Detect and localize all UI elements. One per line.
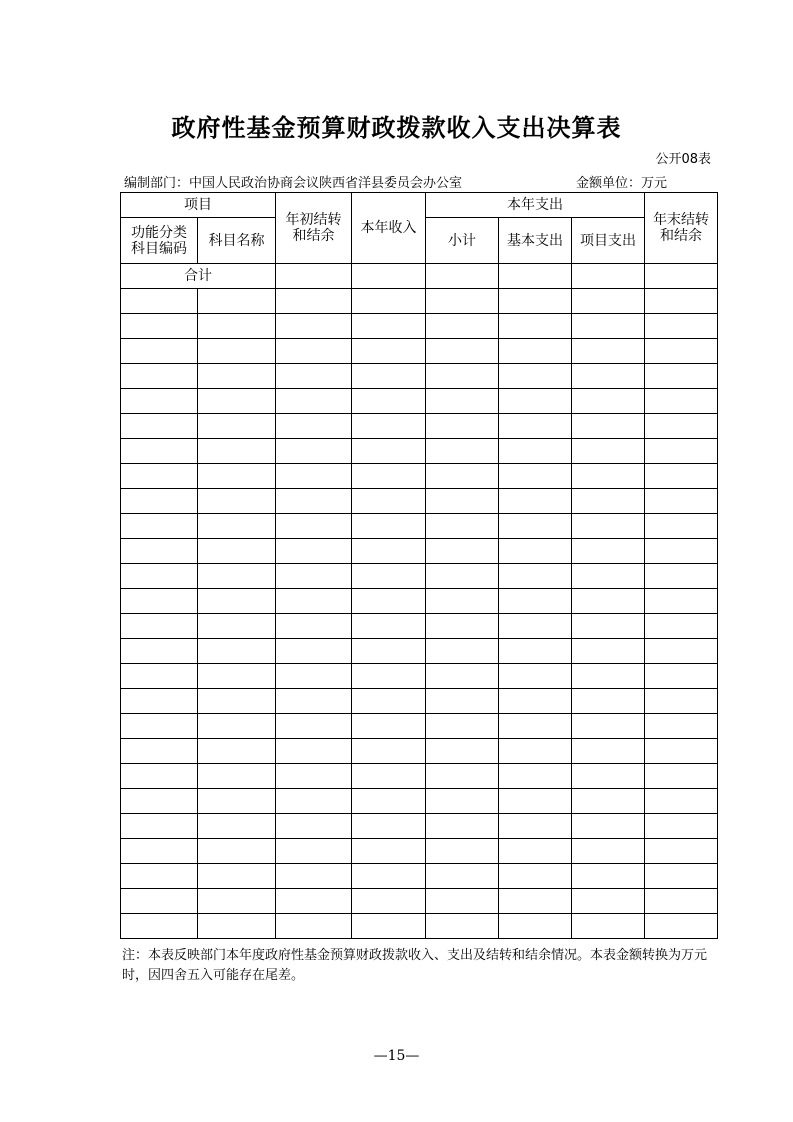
table-cell: [121, 864, 198, 889]
page-number: —15—: [373, 1048, 420, 1064]
table-cell: [572, 564, 645, 589]
table-cell: [198, 489, 276, 514]
table-cell: [645, 839, 718, 864]
table-cell: [572, 714, 645, 739]
table-cell: [499, 914, 572, 939]
table-cell: [499, 789, 572, 814]
table-cell: [499, 664, 572, 689]
table-cell: [426, 739, 499, 764]
table-cell: [198, 814, 276, 839]
table-cell: [352, 264, 426, 289]
header-closing-balance: 年末结转和结余: [645, 193, 718, 264]
table-cell: [426, 439, 499, 464]
table-cell: [572, 739, 645, 764]
table-cell: [645, 639, 718, 664]
table-cell: [276, 564, 352, 589]
table-cell: [276, 489, 352, 514]
table-row: [121, 589, 718, 614]
table-cell: [645, 464, 718, 489]
table-cell: [499, 689, 572, 714]
table-cell: [198, 764, 276, 789]
table-row: [121, 539, 718, 564]
table-cell: [276, 839, 352, 864]
table-cell: [352, 664, 426, 689]
table-cell: [499, 864, 572, 889]
table-row: [121, 914, 718, 939]
table-cell: [121, 689, 198, 714]
table-cell: [645, 264, 718, 289]
table-cell: [426, 839, 499, 864]
table-row: [121, 614, 718, 639]
table-cell: [572, 439, 645, 464]
table-cell: [276, 814, 352, 839]
table-cell: [426, 414, 499, 439]
table-cell: [572, 889, 645, 914]
table-cell: [121, 614, 198, 639]
table-cell: [276, 914, 352, 939]
table-cell: [645, 789, 718, 814]
table-cell: [198, 339, 276, 364]
table-cell: [352, 389, 426, 414]
table-cell: [198, 439, 276, 464]
table-row: [121, 814, 718, 839]
table-cell: [121, 814, 198, 839]
table-cell: [198, 464, 276, 489]
table-cell: [352, 914, 426, 939]
table-cell: [121, 639, 198, 664]
table-cell: [499, 264, 572, 289]
table-cell: [121, 539, 198, 564]
table-cell: [426, 464, 499, 489]
table-row: [121, 289, 718, 314]
form-number: 公开08表: [655, 152, 711, 167]
table-cell: [121, 389, 198, 414]
table-row: [121, 714, 718, 739]
table-cell: [198, 514, 276, 539]
table-row: [121, 414, 718, 439]
table-cell: [121, 314, 198, 339]
table-cell: [645, 489, 718, 514]
table-cell: [645, 664, 718, 689]
table-cell: [276, 389, 352, 414]
amount-unit: 金额单位：万元: [576, 176, 668, 191]
table-cell: [572, 914, 645, 939]
table-cell: [121, 839, 198, 864]
header-row-1: [121, 193, 718, 218]
table-cell: [499, 889, 572, 914]
table-cell: [499, 639, 572, 664]
table-cell: [572, 789, 645, 814]
table-cell: [198, 364, 276, 389]
table-cell: [276, 739, 352, 764]
table-cell: [121, 439, 198, 464]
table-cell: [499, 339, 572, 364]
table-cell: [499, 514, 572, 539]
table-cell: [352, 814, 426, 839]
table-cell: [572, 289, 645, 314]
table-row: [121, 439, 718, 464]
table-cell: [121, 489, 198, 514]
table-cell: [426, 864, 499, 889]
table-cell: [352, 364, 426, 389]
table-row: [121, 314, 718, 339]
table-cell: [645, 864, 718, 889]
table-cell: [121, 589, 198, 614]
table-cell: [499, 814, 572, 839]
table-cell: [276, 539, 352, 564]
table-row: [121, 564, 718, 589]
table-cell: [572, 364, 645, 389]
table-cell: [198, 839, 276, 864]
table-cell: [352, 339, 426, 364]
table-cell: [426, 914, 499, 939]
table-cell: [499, 414, 572, 439]
table-cell: [499, 314, 572, 339]
table-cell: [499, 839, 572, 864]
table-row: [121, 839, 718, 864]
table-cell: [499, 389, 572, 414]
table-cell: [352, 639, 426, 664]
table-cell: [198, 414, 276, 439]
table-cell: [572, 314, 645, 339]
header-expenditure: 本年支出: [426, 193, 645, 218]
table-cell: [499, 714, 572, 739]
table-cell: [426, 814, 499, 839]
table-cell: [198, 614, 276, 639]
table-cell: [198, 389, 276, 414]
table-cell: [645, 614, 718, 639]
table-cell: [121, 514, 198, 539]
compiler-department: 编制部门：中国人民政治协商会议陕西省洋县委员会办公室: [124, 176, 463, 191]
header-basic-expenditure: 基本支出: [499, 218, 572, 264]
table-cell: [198, 714, 276, 739]
table-cell: [426, 889, 499, 914]
table-cell: [499, 739, 572, 764]
table-cell: [352, 864, 426, 889]
total-label: 合计: [121, 264, 276, 289]
table-cell: [352, 689, 426, 714]
table-cell: [499, 564, 572, 589]
table-cell: [426, 589, 499, 614]
table-cell: [276, 664, 352, 689]
table-cell: [645, 689, 718, 714]
table-cell: [198, 539, 276, 564]
table-cell: [352, 739, 426, 764]
table-cell: [645, 389, 718, 414]
table-cell: [352, 764, 426, 789]
table-cell: [572, 414, 645, 439]
table-cell: [352, 614, 426, 639]
table-cell: [645, 339, 718, 364]
table-cell: [352, 589, 426, 614]
table-cell: [426, 489, 499, 514]
table-cell: [121, 764, 198, 789]
table-cell: [352, 439, 426, 464]
table-cell: [645, 589, 718, 614]
table-row: [121, 389, 718, 414]
table-cell: [572, 614, 645, 639]
table-cell: [426, 689, 499, 714]
table-cell: [645, 739, 718, 764]
table-cell: [276, 889, 352, 914]
table-cell: [276, 464, 352, 489]
table-cell: [352, 539, 426, 564]
header-project-expenditure: 项目支出: [572, 218, 645, 264]
table-cell: [426, 539, 499, 564]
table-cell: [198, 664, 276, 689]
table-cell: [499, 289, 572, 314]
table-cell: [121, 339, 198, 364]
table-row: [121, 789, 718, 814]
table-cell: [499, 439, 572, 464]
table-cell: [572, 514, 645, 539]
table-cell: [645, 914, 718, 939]
table-cell: [352, 839, 426, 864]
table-cell: [352, 789, 426, 814]
table-cell: [426, 514, 499, 539]
table-cell: [198, 789, 276, 814]
table-cell: [276, 789, 352, 814]
table-cell: [121, 664, 198, 689]
table-cell: [499, 464, 572, 489]
table-cell: [645, 439, 718, 464]
table-cell: [198, 639, 276, 664]
table-cell: [276, 714, 352, 739]
header-subject-name: 科目名称: [198, 218, 276, 264]
table-cell: [198, 914, 276, 939]
table-cell: [645, 514, 718, 539]
table-cell: [426, 564, 499, 589]
table-row: [121, 339, 718, 364]
table-cell: [276, 414, 352, 439]
table-cell: [352, 714, 426, 739]
table-row: [121, 889, 718, 914]
table-row: [121, 464, 718, 489]
table-cell: [645, 889, 718, 914]
table-cell: [499, 764, 572, 789]
total-row: [121, 264, 718, 289]
table-row: [121, 364, 718, 389]
table-cell: [499, 589, 572, 614]
table-cell: [426, 639, 499, 664]
table-cell: [121, 739, 198, 764]
table-cell: [572, 489, 645, 514]
table-cell: [198, 889, 276, 914]
table-cell: [121, 914, 198, 939]
table-cell: [499, 539, 572, 564]
table-cell: [572, 764, 645, 789]
table-cell: [426, 314, 499, 339]
table-cell: [352, 414, 426, 439]
document-title: 政府性基金预算财政拨款收入支出决算表: [171, 114, 622, 142]
table-row: [121, 514, 718, 539]
table-cell: [426, 339, 499, 364]
table-cell: [572, 389, 645, 414]
table-cell: [121, 889, 198, 914]
table-row: [121, 739, 718, 764]
table-cell: [276, 314, 352, 339]
table-cell: [352, 514, 426, 539]
table-cell: [198, 739, 276, 764]
table-cell: [121, 564, 198, 589]
table-cell: [352, 489, 426, 514]
table-cell: [499, 614, 572, 639]
table-cell: [276, 364, 352, 389]
table-cell: [352, 289, 426, 314]
table-cell: [276, 864, 352, 889]
table-cell: [198, 589, 276, 614]
table-cell: [121, 714, 198, 739]
table-row: [121, 489, 718, 514]
table-cell: [121, 414, 198, 439]
table-cell: [276, 514, 352, 539]
table-cell: [276, 614, 352, 639]
table-cell: [572, 639, 645, 664]
header-opening-balance: 年初结转和结余: [276, 193, 352, 264]
table-row: [121, 864, 718, 889]
table-cell: [645, 364, 718, 389]
table-cell: [572, 339, 645, 364]
table-cell: [198, 689, 276, 714]
table-cell: [572, 814, 645, 839]
table-cell: [645, 564, 718, 589]
table-cell: [645, 764, 718, 789]
meta-line: [124, 172, 716, 191]
table-cell: [121, 364, 198, 389]
header-item: 项目: [121, 193, 276, 218]
table-cell: [121, 464, 198, 489]
header-func-code: 功能分类科目编码: [121, 218, 198, 264]
table-cell: [276, 264, 352, 289]
table-cell: [198, 864, 276, 889]
table-cell: [645, 539, 718, 564]
table-row: [121, 689, 718, 714]
table-cell: [572, 539, 645, 564]
table-cell: [426, 364, 499, 389]
table-cell: [572, 689, 645, 714]
table-cell: [426, 264, 499, 289]
table-cell: [572, 864, 645, 889]
table-cell: [499, 489, 572, 514]
table-row: [121, 764, 718, 789]
footnote: 注：本表反映部门本年度政府性基金预算财政拨款收入、支出及结转和结余情况。本表金额转换为万元时，因四舍五入可能存在尾差。: [122, 948, 708, 983]
table-cell: [572, 589, 645, 614]
table-cell: [645, 314, 718, 339]
table-cell: [426, 389, 499, 414]
table-row: [121, 639, 718, 664]
table-row: [121, 664, 718, 689]
table-cell: [352, 564, 426, 589]
table-cell: [645, 814, 718, 839]
table-cell: [276, 764, 352, 789]
table-cell: [426, 664, 499, 689]
table-cell: [426, 789, 499, 814]
table-cell: [276, 339, 352, 364]
table-cell: [198, 564, 276, 589]
table-cell: [352, 889, 426, 914]
table-cell: [352, 464, 426, 489]
header-income: 本年收入: [352, 193, 426, 264]
table-cell: [276, 439, 352, 464]
table-cell: [352, 314, 426, 339]
header-subtotal: 小计: [426, 218, 499, 264]
table-cell: [572, 664, 645, 689]
table-cell: [426, 714, 499, 739]
table-cell: [499, 364, 572, 389]
table-cell: [198, 289, 276, 314]
table-cell: [198, 314, 276, 339]
table-cell: [572, 839, 645, 864]
table-cell: [276, 639, 352, 664]
table-cell: [121, 289, 198, 314]
table-cell: [121, 789, 198, 814]
table-cell: [426, 764, 499, 789]
table-cell: [572, 264, 645, 289]
budget-table: [120, 192, 718, 939]
table-cell: [426, 289, 499, 314]
table-cell: [645, 289, 718, 314]
table-cell: [276, 689, 352, 714]
table-cell: [645, 714, 718, 739]
table-cell: [645, 414, 718, 439]
table-cell: [572, 464, 645, 489]
table-cell: [276, 589, 352, 614]
table-cell: [276, 289, 352, 314]
table-cell: [426, 614, 499, 639]
